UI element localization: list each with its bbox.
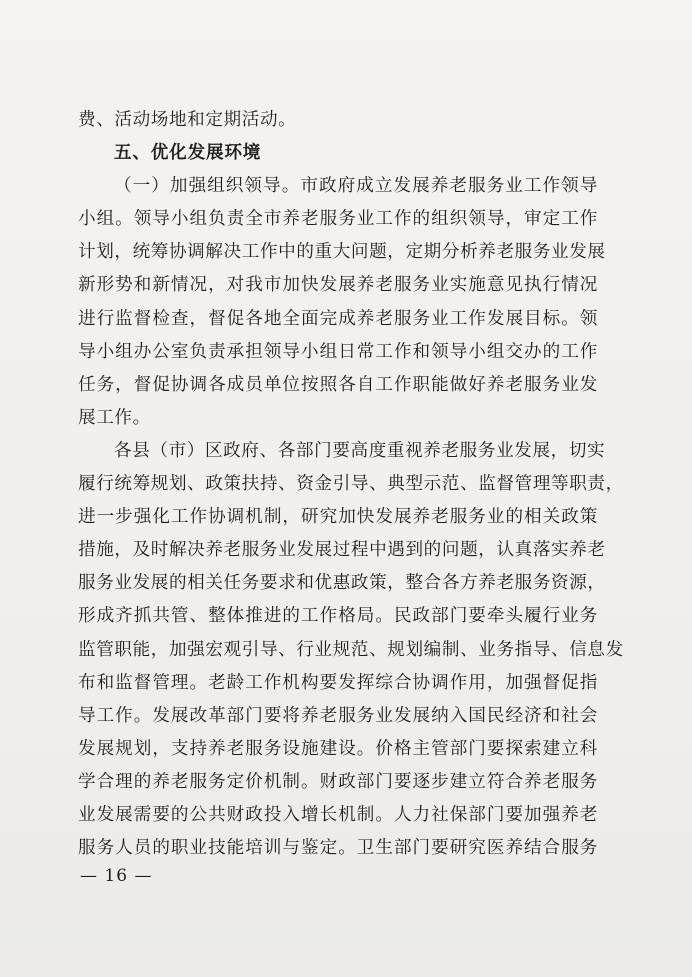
text-line: 小组。领导小组负责全市养老服务业工作的组织领导，审定工作 (78, 209, 598, 230)
text-line: 展工作。 (78, 407, 151, 428)
text-line: 服务业发展的相关任务要求和优惠政策，整合各方养老服务资源， (78, 573, 606, 594)
section-heading: 五、优化发展环境 (114, 143, 262, 164)
text-line: 发展规划，支持养老服务设施建设。价格主管部门要探索建立科 (78, 738, 598, 759)
text-line: 业发展需要的公共财政投入增长机制。人力社保部门要加强养老 (78, 804, 598, 825)
text-line: 形成齐抓共管、整体推进的工作格局。民政部门要牵头履行业务 (78, 606, 598, 627)
text-line: 学合理的养老服务定价机制。财政部门要逐步建立符合养老服务 (78, 771, 598, 792)
page-number: — 16 — (80, 866, 153, 886)
text-line: 进行监督检查，督促各地全面完成养老服务业工作发展目标。领 (78, 308, 598, 329)
document-body (78, 104, 624, 865)
text-line: 任务，督促协调各成员单位按照各自工作职能做好养老服务业发 (78, 374, 598, 395)
text-line: 计划，统筹协调解决工作中的重大问题，定期分析养老服务业发展 (78, 242, 606, 263)
text-line: 履行统筹规划、政策扶持、资金引导、典型示范、监督管理等职责， (78, 474, 624, 495)
text-line: （一）加强组织领导。市政府成立发展养老服务业工作领导 (114, 176, 598, 197)
text-line: 导工作。发展改革部门要将养老服务业发展纳入国民经济和社会 (78, 705, 598, 726)
text-line: 服务人员的职业技能培训与鉴定。卫生部门要研究医养结合服务 (78, 838, 598, 859)
text-line: 布和监督管理。老龄工作机构要发挥综合协调作用，加强督促指 (78, 672, 598, 693)
text-line: 进一步强化工作协调机制，研究加快发展养老服务业的相关政策 (78, 507, 598, 528)
text-line: 监管职能，加强宏观引导、行业规范、规划编制、业务指导、信息发 (78, 639, 624, 660)
text-line: 各县（市）区政府、各部门要高度重视养老服务业发展，切实 (114, 440, 606, 461)
text-line: 新形势和新情况，对我市加快发展养老服务业实施意见执行情况 (78, 275, 598, 296)
text-line: 费、活动场地和定期活动。 (78, 110, 297, 130)
text-line: 导小组办公室负责承担领导小组日常工作和领导小组交办的工作 (78, 341, 598, 362)
text-line: 措施，及时解决养老服务业发展过程中遇到的问题，认真落实养老 (78, 540, 606, 561)
